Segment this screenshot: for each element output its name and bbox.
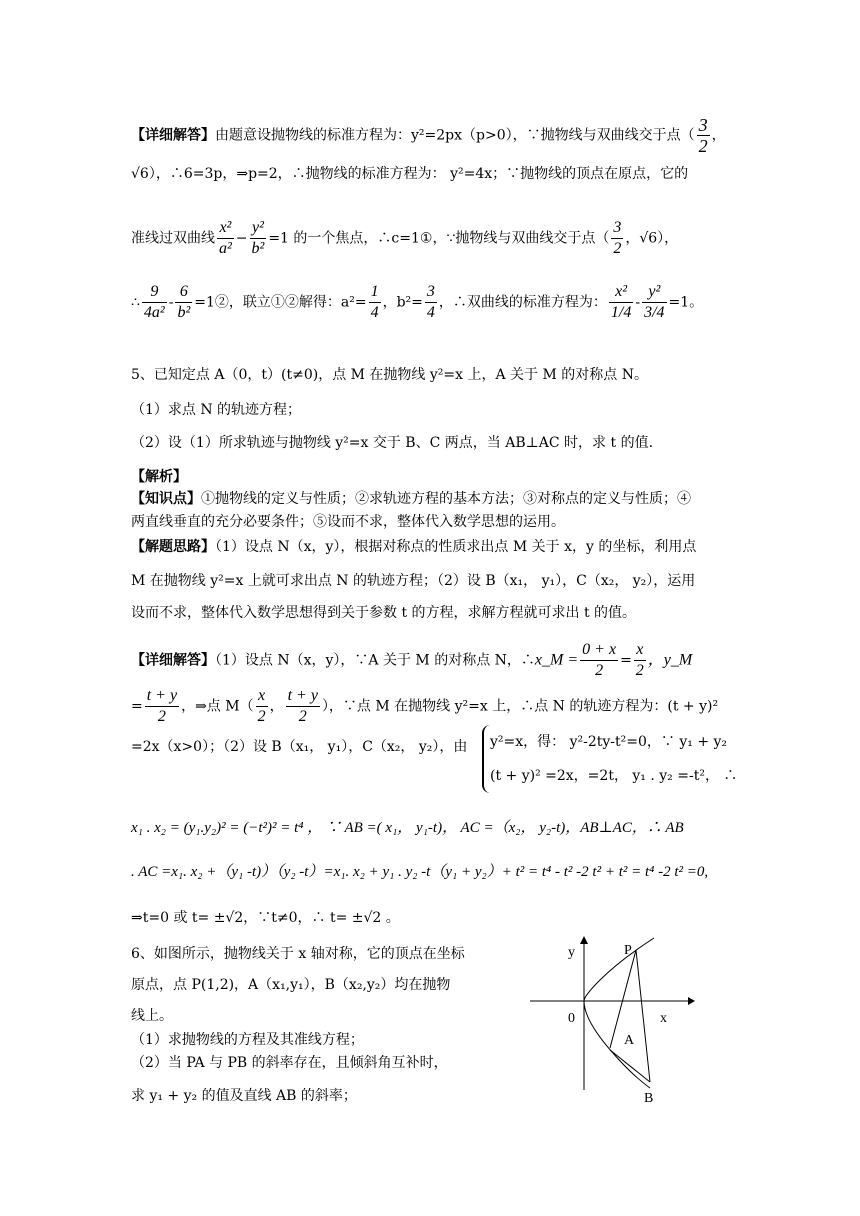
y-axis-arrow-icon (580, 936, 588, 944)
q6-sub1: （1）求抛物线的方程及其准线方程； (131, 1032, 364, 1048)
analysis-label: 【解析】 (131, 469, 187, 485)
q5-stem: 5、已知定点 A（0，t）(t≠0)，点 M 在抛物线 y²=x 上，A 关于 M 的对称点 N。 (131, 367, 648, 383)
q6-line2: 原点，点 P(1,2)，A（x₁,y₁），B（x₂,y₂）均在抛物 (131, 977, 451, 993)
segment-pb (636, 950, 650, 1082)
fraction: $\frac{6}{\text{b²}}$ (177, 283, 191, 321)
fraction: $\frac{0 + x}{2}$ (582, 641, 617, 679)
detail-line6: . AC =x₁. x₂ +（y₁ -t)）（y₂ -t）=x₁. x₂ + y₁ . y₂ -t（y₁ + y₂）+ t² = t⁴ - t² -2 t² + t² = t⁴ -2 t² =0, (131, 864, 709, 880)
fraction: $\frac{3}{2}$ (613, 219, 622, 257)
q6-line3: 线上。 (131, 1008, 173, 1024)
fraction: $\frac{3}{4}$ (426, 283, 435, 321)
text: ，√6）， (625, 230, 679, 247)
equation-system (482, 725, 737, 793)
label-y: y (568, 945, 575, 960)
system-eq2: (t + y)² =2x，=2t， y₁ . y₂ =-t²， ∴ (490, 768, 738, 784)
text: ， (711, 127, 726, 144)
detail-line2: = $\frac{t + y}{2}$ ，⇒点 M（ $\frac{x}{2}$ ， $\frac{t + y}{2}$ ），∵点 M 在抛物线 y²=x 上，∴点 N 的轨迹方程为：(t + y)² (131, 687, 719, 725)
approach-line3: 设而不求，整体代入数学思想得到关于参数 t 的方程，求解方程就可求出 t 的值。 (131, 605, 637, 621)
p4-line2: √6），∴6=3p，⇒p=2，∴抛物线的标准方程为： y²=4x；∵抛物线的顶点在原点，它的 (131, 166, 689, 182)
system-brace (482, 725, 737, 793)
fraction: $\frac{x}{2}$ (635, 641, 644, 679)
fraction: $\frac{\text{x²}}{1/4}$ (610, 283, 632, 321)
x-axis-arrow-icon (688, 997, 695, 1005)
knowledge-line1: 【知识点】①抛物线的定义与性质；②求轨迹方程的基本方法；③对称点的定义与性质；④ (131, 491, 691, 507)
text: =1 的一个焦点，∴c=1①，∵抛物线与双曲线交于点（ (268, 230, 610, 247)
q5-sub1: （1）求点 N 的轨迹方程； (131, 402, 302, 418)
fraction: $\frac{\text{y²}}{3/4}$ (644, 283, 665, 321)
fraction: $\frac{1}{4}$ (370, 283, 379, 321)
text: 准线过双曲线 (131, 230, 215, 247)
parabola-figure (520, 930, 700, 1110)
label-x: x (660, 1011, 667, 1026)
fraction: $\frac{x}{2}$ (257, 687, 266, 725)
detail-line3: =2x（x>0）；（2）设 B（x₁， y₁），C（x₂， y₂），由 (131, 739, 468, 755)
system-eq1: y²=x，得： y²-2ty-t²=0，∵ y₁ + y₂ (490, 734, 728, 750)
text: 由题意设抛物线的标准方程为：y²=2px（p>0），∵抛物线与双曲线交于点（ (215, 127, 695, 144)
fraction: $\frac{\text{x²}}{\text{a²}}$ (219, 219, 232, 257)
label-o: 0 (568, 1011, 575, 1026)
q5-sub2: （2）设（1）所求轨迹与抛物线 y²=x 交于 B、C 两点，当 AB⊥AC 时，求 t 的值. (131, 435, 654, 451)
p4-line1 (131, 115, 726, 156)
detail-line7: ⇒t=0 或 t= ±√2，∵t≠0，∴ t= ±√2 。 (131, 910, 400, 926)
q6-line1: 6、如图所示，抛物线关于 x 轴对称，它的顶点在坐标 (131, 946, 465, 962)
fraction: $\frac{t + y}{2}$ (146, 687, 178, 725)
q6-sub2: （2）当 PA 与 PB 的斜率存在，且倾斜角互补时， (131, 1055, 448, 1071)
label-a: A (624, 1033, 635, 1048)
fraction: $\frac{\text{y²}}{\text{b²}}$ (251, 219, 265, 257)
knowledge-line2: 两直线垂直的充分必要条件；⑤设而不求，整体代入数学思想的运用。 (131, 514, 565, 530)
p4-line3: 准线过双曲线 $\frac{\text{x²}}{\text{a²}}$ − $\frac{\text{y²}}{\text{b²}}$ =1 的一个焦点，∴c=1①，∵抛物线与双曲线交于点（ $\frac{3}{2}$ ，√6）， (131, 219, 679, 257)
detail-line5: x₁ . x₂ = (y₁.y₂)² = (−t²)² = t⁴ ， ∵ AB =( x₁， y₁-t)， AC =（x₂， y₂-t)，AB⊥AC，∴ AB (131, 820, 684, 836)
approach-line2: M 在抛物线 y²=x 上就可求出点 N 的轨迹方程；（2）设 B（x₁， y₁），C（x₂， y₂），运用 (131, 573, 696, 589)
detail-label: 【详细解答】 (131, 127, 215, 144)
detail-line1: 【详细解答】（1）设点 N（x，y），∵A 关于 M 的对称点 N，∴x_M = $\frac{0 + x}{2}$ = $\frac{x}{2}$ ，y_M (131, 641, 693, 679)
q6-sub3: 求 y₁ + y₂ 的值及直线 AB 的斜率； (131, 1088, 357, 1104)
label-b: B (644, 1091, 654, 1106)
segment-ab (610, 1050, 650, 1082)
label-p: P (624, 943, 632, 958)
fraction: $\frac{t + y}{2}$ (287, 687, 318, 725)
p4-line4: ∴ $\frac{9}{\text{4a²}}$ - $\frac{6}{\text{b²}}$ =1②，联立①②解得：a²= $\frac{1}{4}$ ，b²= $\frac{3}{4}$ ，∴双曲线的标准方程为： $\frac{\text{x²}}{1/4}$ - $\frac{\text{y²}}{3/4}$ =1。 (131, 283, 704, 321)
fraction: $\frac{9}{\text{4a²}}$ (143, 283, 165, 321)
approach-line1: 【解题思路】（1）设点 N（x，y），根据对称点的性质求出点 M 关于 x，y 的坐标，利用点 (131, 539, 697, 555)
fraction: $\frac{3}{2}$ (698, 115, 708, 156)
